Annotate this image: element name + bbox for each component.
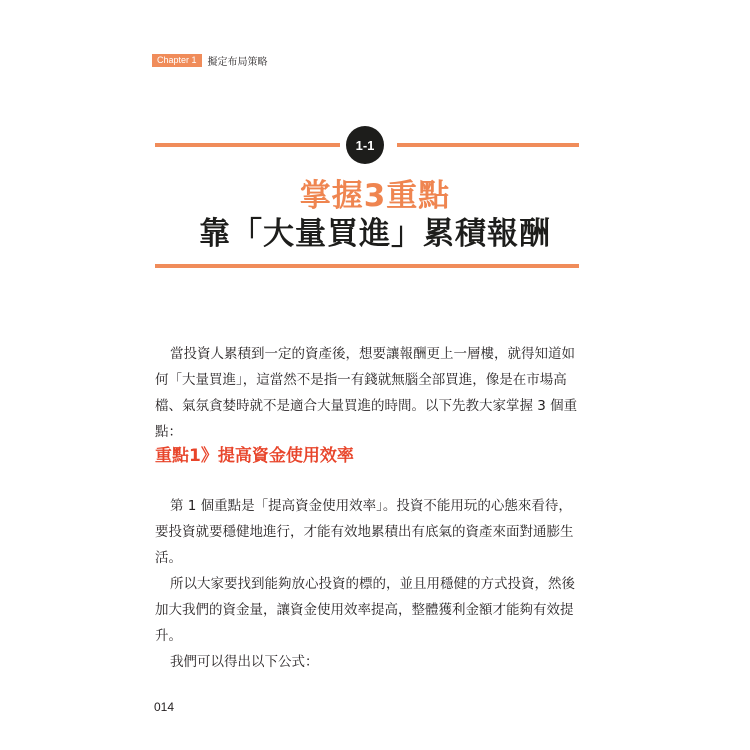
body-paragraph-3 — [155, 649, 580, 675]
title-rule-bottom — [155, 264, 579, 268]
body-paragraph-2 — [155, 571, 580, 649]
paragraph-text: 我們可以得出以下公式： — [170, 654, 319, 670]
chapter-title: 擬定布局策略 — [207, 57, 268, 68]
title-rule-top-left — [155, 143, 340, 147]
section-number-badge: 1-1 — [346, 126, 384, 164]
subheading: 重點1》提高資金使用效率 — [155, 446, 354, 466]
page-number: 014 — [154, 700, 175, 714]
intro-paragraph — [155, 341, 580, 445]
running-header — [152, 53, 268, 68]
body-paragraph-1 — [155, 493, 580, 571]
section-title-line2: 靠「大量買進」累積報酬 — [199, 216, 551, 252]
section-title-line1: 掌握3重點 — [299, 178, 451, 214]
title-rule-top-right — [397, 143, 579, 147]
intro-text: 當投資人累積到一定的資產後，想要讓報酬更上一層樓，就得知道如何「大量買進」，這當然不是指一有錢就無腦全部買進，像是在市場高檔、氣氛貪婪時就不是適合大量買進的時間。以下先教大家掌握 3 個重點： — [155, 346, 578, 440]
paragraph-text: 第 1 個重點是「提高資金使用效率」。投資不能用玩的心態來看待，要投資就要穩健地進行，才能有效地累積出有底氣的資產來面對通膨生活。 — [155, 498, 574, 566]
chapter-tag: Chapter 1 — [152, 54, 202, 67]
paragraph-text: 所以大家要找到能夠放心投資的標的，並且用穩健的方式投資，然後加大我們的資金量，讓資金使用效率提高，整體獲利金額才能夠有效提升。 — [155, 576, 575, 644]
